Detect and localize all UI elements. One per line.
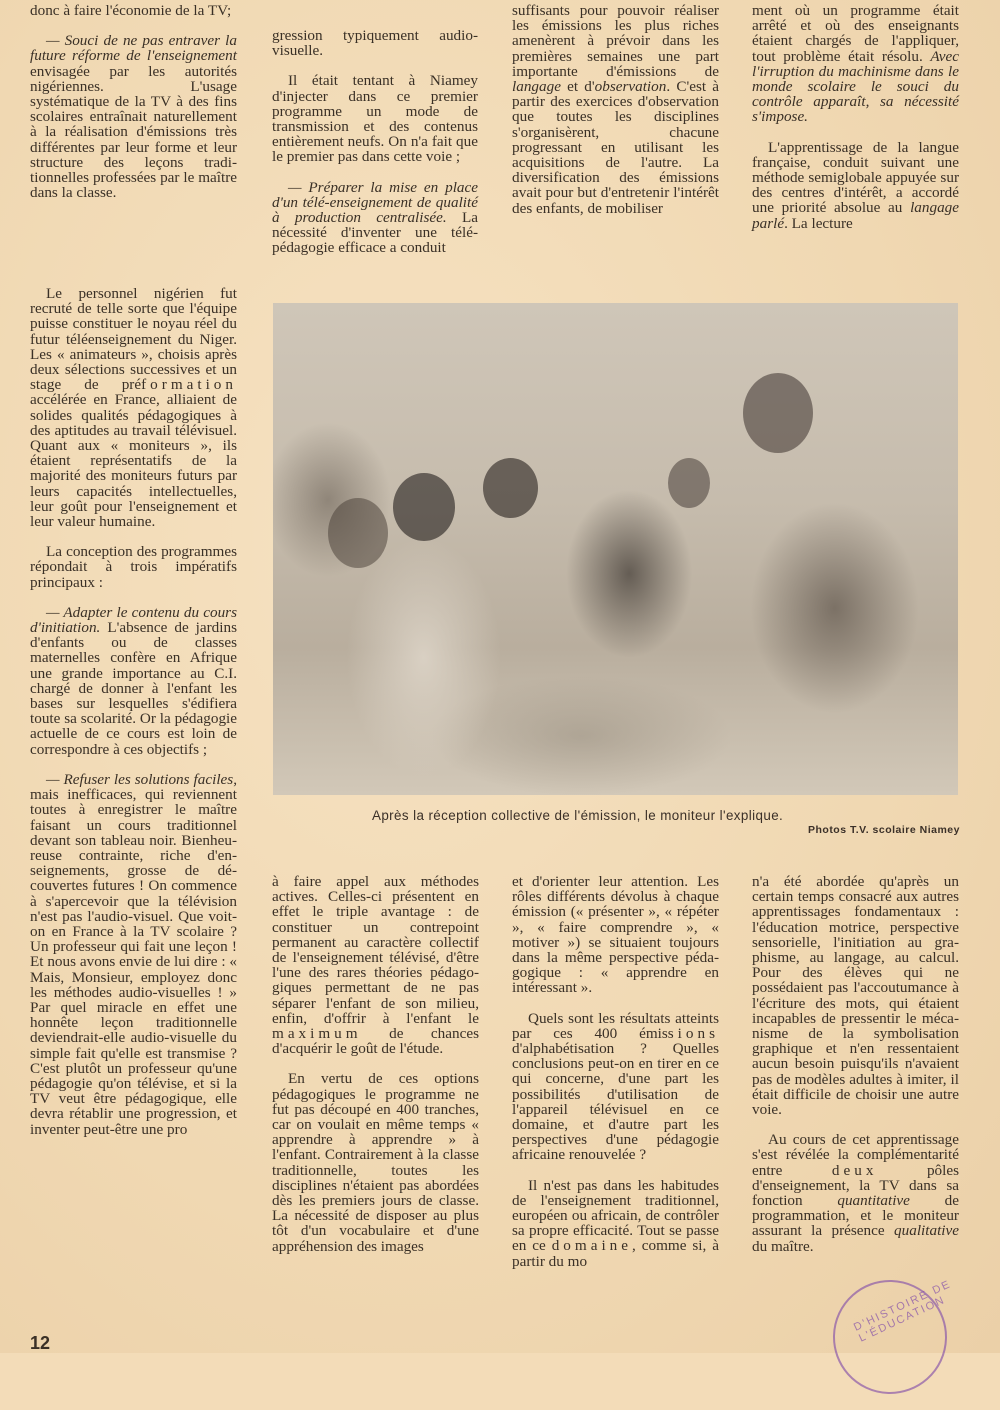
paragraph: La conception des programmes répondait à trois impératifs principaux : bbox=[30, 543, 237, 591]
photo-figure-child bbox=[483, 458, 538, 518]
text-run: à faire appel aux méthodes actives. Celles-ci présentent en effet le triple avantage : de constituer un contrepoint permanent au caractère collectif de l'enseignement télévisé, d'être l'une des rares théories pédagogiques permettant de ne pas séparer l'enfant de son milieu, enfin, d'offrir à l'enfant le bbox=[272, 873, 479, 1027]
page-number: 12 bbox=[30, 1333, 51, 1353]
paragraph bbox=[30, 605, 237, 757]
column-3-top bbox=[512, 3, 719, 216]
text-run: d'alphabétisation ? Quelles conclusions peut-on en tirer en ce qui concerne, d'une part les possibilités d'utilisation de l'appareil télévisuel en ce domaine, et d'autre part les perspectives d'une pédagogie africaine renouvelée ? bbox=[512, 1040, 719, 1164]
column-4-bottom bbox=[752, 874, 959, 1254]
italic-phrase: — Préparer la mise en place d'un télé-enseignement de qualité à production centralisée. bbox=[272, 178, 478, 227]
italic-word: quantitative bbox=[837, 1192, 910, 1210]
paragraph bbox=[512, 1011, 719, 1163]
text-run: . La lecture bbox=[784, 214, 853, 232]
text-run: Quels sont les résultats atteints par ces 400 émis bbox=[512, 1009, 719, 1042]
column-2-bottom bbox=[272, 874, 479, 1254]
photo-caption: Après la réception collective de l'émission, le moniteur l'explique. bbox=[372, 808, 784, 823]
paragraph bbox=[30, 286, 237, 529]
paragraph: Il était tentant à Niamey d'injecter dans ce premier programme un mode de transmission et des contenus entièrement neufs. On n'a fait que le premier pas dans cette voie ; bbox=[272, 72, 478, 166]
column-4-top bbox=[752, 3, 959, 231]
italic-word: qualitative bbox=[894, 1222, 959, 1240]
column-1-main bbox=[30, 286, 237, 1137]
paragraph: gression typiquement audio-visuelle. bbox=[272, 27, 478, 60]
paragraph bbox=[752, 1132, 959, 1254]
spaced-word: domaine bbox=[551, 1237, 632, 1255]
text-run: Le personnel nigérien fut recruté de telle sorte que l'équipe puisse constituer le noyau réel du futur téléenseignement du Niger. Les « animateurs », choisis après deux sélections successives et un stage de pré bbox=[30, 285, 237, 394]
italic-phrase: — Refuser les solutions faciles bbox=[46, 770, 234, 788]
text-run: Au cours de cet apprentissage s'est révélée la complémentarité entre bbox=[752, 1131, 959, 1179]
text-run: . C'est à partir des exercices d'observation que toutes les disciplines s'organisèrent, chacune progressant en utilisant les acquisitions de l'autre. La diversification des émissions avait pour but d'entretenir l'intérêt des enfants, de mobiliser bbox=[512, 78, 720, 217]
text-run: accélérée en France, alliaient de solides qualités pédagogiques à des aptitudes au travail télévisuel. Quant aux « moniteurs », ils étaient représentatifs de la majorité des moniteurs futurs par leurs capacités intellectuelles, leur goût pour l'enseignement et leur valeur humaine. bbox=[30, 391, 237, 531]
paragraph bbox=[752, 140, 959, 231]
text-run: pôles d'enseignement, la TV dans sa fonction bbox=[752, 1161, 960, 1210]
photo-figure-child bbox=[328, 498, 388, 568]
italic-phrase: — Adapter le contenu du cours d'initiation. bbox=[30, 603, 237, 637]
text-run: Il n'est pas dans les habitudes de l'enseignement traditionnel, européen ou africain, de contrôler sa propre efficacité. Tout se passe en ce bbox=[512, 1176, 719, 1255]
text-run: L'absence de jardins d'enfants ou de classes maternelles confère en Afrique une grande importance au C.I. chargé de donner à l'enfant les bases sur lesquelles s'édifiera toute sa scolarité. Or la pédagogie actuelle de ce cours est loin de correspondre à ces objectifs ; bbox=[30, 619, 237, 758]
italic-word: observation bbox=[594, 78, 667, 96]
column-1-top bbox=[30, 3, 237, 200]
text-run: envisagée par les autorités nigériennes. L'usage systématique de la TV à des fins scolaires entraînait naturellement à la réalisation d'émissions très différentes par leur forme et leur structure des leçons traditionnelles professées par le maître dans la classe. bbox=[30, 62, 237, 202]
photo-credit: Photos T.V. scolaire Niamey bbox=[807, 824, 960, 836]
italic-phrase: langage parlé bbox=[752, 199, 959, 232]
italic-word: langage bbox=[512, 78, 561, 96]
paragraph: et d'orienter leur attention. Les rôles différents dévolus à chaque émission (« présenter », « répéter », « faire comprendre », « motiver ») se situaient toujours dans la même perspective pédagogique : « apprendre en intéressant ». bbox=[512, 873, 719, 997]
text-run: , comme si, à partir du mo bbox=[512, 1237, 719, 1270]
text-run: du maître. bbox=[752, 1237, 814, 1255]
paragraph bbox=[272, 874, 479, 1056]
paragraph bbox=[30, 33, 237, 200]
text-run: , mais inefficaces, qui reviennent toutes à enregistrer le maître faisant un cours traditionnel devant son tableau noir. Bienheureuse contrainte, riche d'enseignements, grosse de découvertes futures ! On commence à s'apercevoir que la télévision n'est pas l'audio-visuel. Que voit-on en France à la TV scolaire ? Un professeur qui fait une leçon ! Et nous avons envie de lui dire : « Mais, Monsieur, employez donc les méthodes audio-visuelles ! » Par quel miracle en effet une honnête leçon traditionnelle deviendrait-elle audio-visuelle du simple fait qu'elle est transmise ? C'est plutôt un professeur qu'une pédagogie qu'on télévise, et si la TV veut être pédagogique, elle devra rétablir une progression, et inventer peut-être une pro bbox=[30, 770, 237, 1138]
photo-figure-moniteur bbox=[743, 373, 813, 453]
spaced-word: maximum bbox=[272, 1025, 362, 1043]
spaced-word: sions bbox=[667, 1024, 719, 1042]
text-run: ment où un programme était arrêté et où des enseignants étaient chargés de l'appliquer, tout problème était résolu. bbox=[752, 2, 959, 65]
paragraph bbox=[512, 1178, 719, 1269]
paragraph bbox=[272, 180, 478, 256]
paragraph bbox=[752, 3, 959, 125]
text-run: La nécessité d'inventer une télépédagogie efficace a conduit bbox=[272, 209, 478, 257]
photo-figure-child bbox=[668, 458, 710, 508]
column-3-bottom bbox=[512, 874, 719, 1269]
text-run: de programmation, et le moniteur assurant la présence bbox=[752, 1192, 959, 1240]
column-2-top bbox=[272, 28, 478, 256]
text-run: suffisants pour pouvoir réaliser les émissions les plus riches amenèrent à prévoir dans les premières semaines une part importante d'émissions de bbox=[512, 2, 719, 80]
text-run: L'apprentissage de la langue française, conduit suivant une méthode semiglobale appuyée sur des centres d'intérêt, a accordé une priorité absolue au bbox=[752, 138, 959, 217]
paragraph: En vertu de ces options pédagogiques le programme ne fut pas découpé en 400 tranches, car on voulait en même temps « apprendre à apprendre » à l'enfant. Contrairement à la classe traditionnelle, toutes les disciplines n'étaient pas abordées dès les premiers jours de classe. La nécessité de disposer au plus tôt d'un vocabulaire et d'une appréhension des images bbox=[272, 1070, 479, 1255]
paragraph bbox=[512, 3, 719, 216]
paragraph bbox=[30, 772, 237, 1137]
classroom-photo bbox=[273, 303, 958, 795]
photo-figure-child bbox=[393, 473, 455, 541]
spaced-word: deux bbox=[831, 1161, 878, 1179]
paragraph: donc à faire l'économie de la TV; bbox=[30, 2, 232, 19]
spaced-word: formation bbox=[141, 376, 237, 394]
library-stamp-text: D'HISTOIRE DE L'ÉDUCATION bbox=[851, 1277, 954, 1345]
paragraph: n'a été abordée qu'après un certain temps consacré aux autres apprentissages fondamentaux : l'éducation motrice, perspective sensorielle, l'initiation au graphisme, au langage, au calcul. Pour des élèves qui ne possédaient pas l'accoutumance à l'écriture des mots, qui étaient incapables de pressentir le mécanisme de la symbolisation graphique et n'en ressentaient aucun besoin puisqu'ils n'avaient pas de modèles adultes à imiter, il était difficile de choisir une autre voie. bbox=[752, 873, 959, 1119]
text-run: de chances d'acquérir le goût de l'étude. bbox=[272, 1025, 479, 1058]
italic-phrase: — Souci de ne pas entraver la future réforme de l'enseignement bbox=[30, 32, 237, 65]
italic-phrase: Avec l'irruption du machinisme dans le monde scolaire le souci du contrôle apparaît, sa nécessité s'impose. bbox=[752, 47, 959, 126]
text-run: et d' bbox=[560, 78, 595, 96]
